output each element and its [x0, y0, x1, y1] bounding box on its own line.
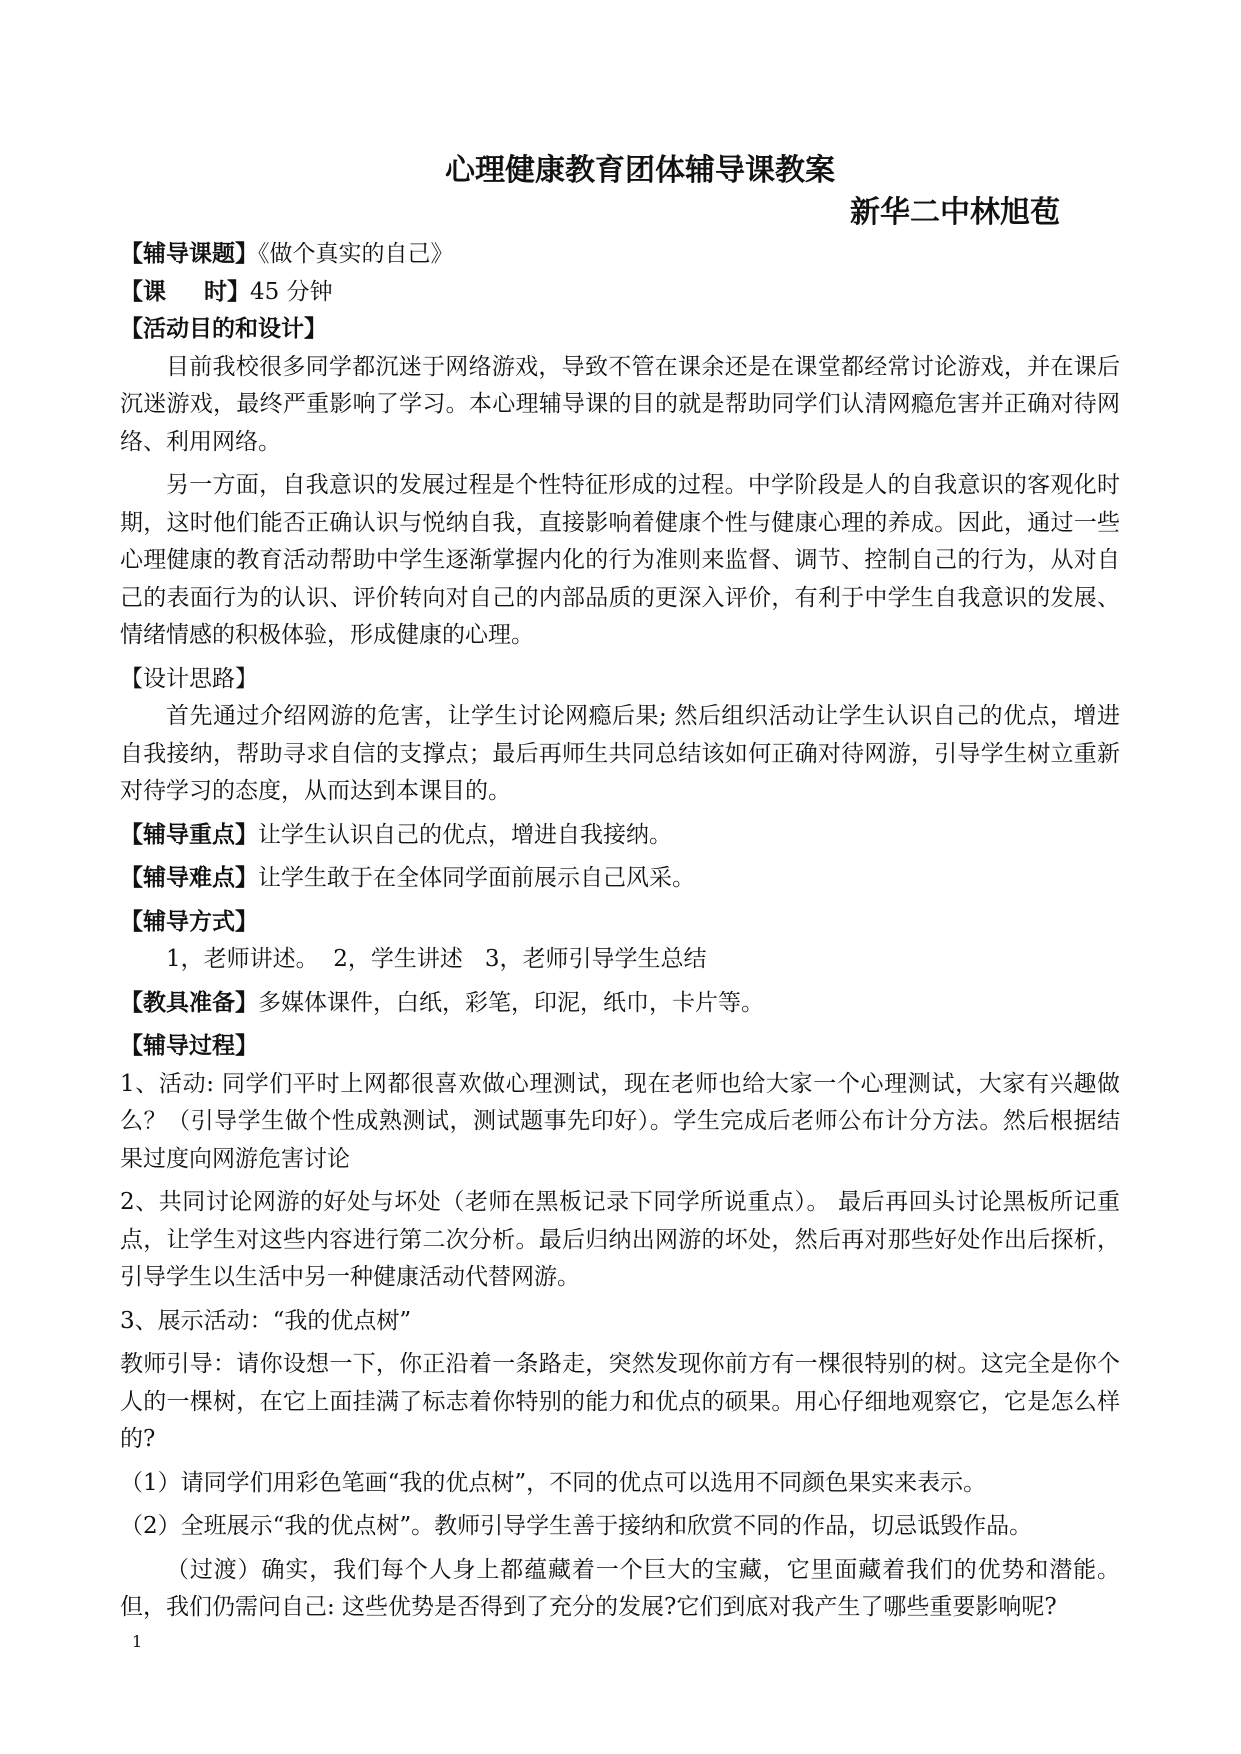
key-point-value: 让学生认识自己的优点，增进自我接纳。 — [258, 821, 672, 848]
process-teacher-guide: 教师引导：请你设想一下，你正沿着一条路走，突然发现你前方有一棵很特别的树。这完全是你个人的一棵树，在它上面挂满了标志着你特别的能力和优点的硕果。用心仔细地观察它，它是怎么样的? — [120, 1351, 1120, 1452]
duration-label-left: 【课 — [120, 278, 166, 305]
difficulty-value: 让学生敢于在全体同学面前展示自己风采。 — [258, 865, 695, 891]
duration-value: 45 分钟 — [250, 278, 333, 305]
process-step-1: 1、活动: 同学们平时上网都很喜欢做心理测试，现在老师也给大家一个心理测试，大家有兴趣做么？（引导学生做个性成熟测试，测试题事先印好）。学生完成后老师公布计分方法。然后根据结果过度向网游危害讨论 — [120, 1070, 1120, 1172]
page-number: 1 — [132, 1632, 143, 1651]
process-transition: （过渡）确实，我们每个人身上都蕴藏着一个巨大的宝藏，它里面藏着我们的优势和潜能。但，我们仍需问自己: 这些优势是否得到了充分的发展?它们到底对我产生了哪些重要影响呢? — [120, 1556, 1120, 1620]
method-item-2: 2，学生讲述 — [333, 946, 463, 972]
process-step-2: 2、共同讨论网游的好处与坏处（老师在黑板记录下同学所说重点）。 最后再回头讨论黑板所记重点，让学生对这些内容进行第二次分析。最后归纳出网游的坏处，然后再对那些好处作出后探析，引导学生以生活中另一种健康活动代替网游。 — [120, 1189, 1120, 1290]
key-point-label: 【辅导重点】 — [120, 821, 258, 848]
topic-row — [120, 236, 1120, 274]
goal-heading: 【活动目的和设计】 — [120, 316, 327, 342]
page-title: 心理健康教育团体辅导课教案 — [445, 153, 835, 188]
materials-label: 【教具准备】 — [120, 989, 258, 1016]
design-paragraph: 首先通过介绍网游的危害，让学生讨论网瘾后果; 然后组织活动让学生认识自己的优点，增进自我接纳，帮助寻求自信的支撑点；最后再师生共同总结该如何正确对待网游，引导学生树立重新对待学习的态度，从而达到本课目的。 — [120, 703, 1120, 804]
author-line: 新华二中林旭苞 — [850, 195, 1060, 230]
document-page — [120, 150, 1120, 1633]
duration-label-right: 时】 — [204, 278, 250, 305]
method-item-3: 3，老师引导学生总结 — [484, 946, 707, 972]
materials-value: 多媒体课件，白纸，彩笔，印泥，纸巾，卡片等。 — [258, 989, 764, 1016]
goal-paragraph-2: 另一方面，自我意识的发展过程是个性特征形成的过程。中学阶段是人的自我意识的客观化时期，这时他们能否正确认识与悦纳自我，直接影响着健康个性与健康心理的养成。因此，通过一些心理健康的教育活动帮助中学生逐渐掌握内化的行为准则来监督、调节、控制自己的行为，从对自己的表面行为的认识、评价转向对自己的内部品质的更深入评价，有利于中学生自我意识的发展、情绪情感的积极体验，形成健康的心理。 — [120, 472, 1120, 648]
process-step-3: 3、展示活动：“我的优点树” — [120, 1307, 412, 1334]
materials-row — [120, 985, 1120, 1023]
process-sub-1: （1）请同学们用彩色笔画“我的优点树”，不同的优点可以选用不同颜色果实来表示。 — [120, 1469, 987, 1496]
key-point-row — [120, 817, 1120, 855]
method-heading: 【辅导方式】 — [120, 908, 258, 935]
topic-label: 【辅导课题】 — [120, 241, 258, 267]
method-item-1: 1，老师讲述。 — [166, 946, 319, 972]
design-heading: 【设计思路】 — [120, 665, 258, 692]
method-items — [120, 941, 1120, 979]
difficulty-label: 【辅导难点】 — [120, 865, 258, 891]
duration-row — [120, 274, 1120, 312]
difficulty-row — [120, 860, 1120, 898]
process-heading: 【辅导过程】 — [120, 1033, 258, 1059]
goal-paragraph-1: 目前我校很多同学都沉迷于网络游戏，导致不管在课余还是在课堂都经常讨论游戏，并在课后沉迷游戏，最终严重影响了学习。本心理辅导课的目的就是帮助同学们认清网瘾危害并正确对待网络、利用网络。 — [120, 353, 1120, 455]
process-sub-2: （2）全班展示“我的优点树”。教师引导学生善于接纳和欣赏不同的作品，切忌诋毁作品。 — [120, 1513, 1033, 1539]
topic-value: 《做个真实的自己》 — [258, 241, 454, 267]
